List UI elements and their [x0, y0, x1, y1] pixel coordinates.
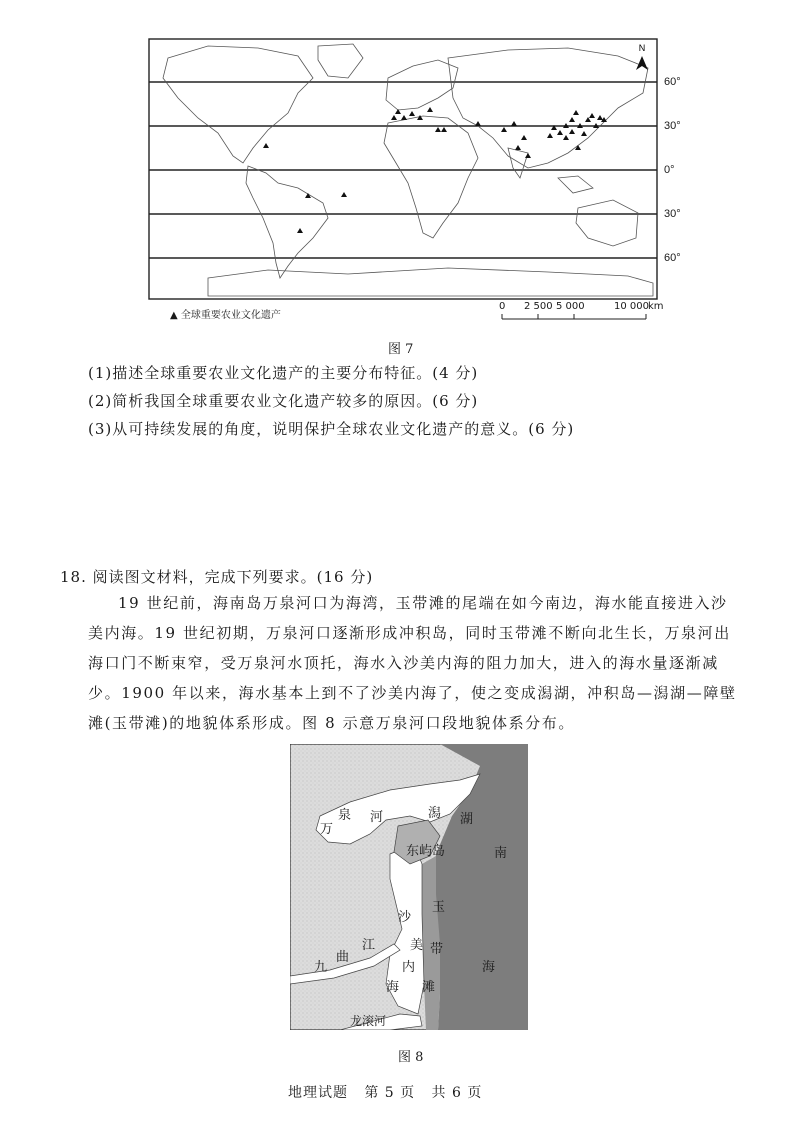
- question-3: (3)从可持续发展的角度，说明保护全球农业文化遗产的意义。(6 分): [88, 420, 575, 438]
- label-qu: 曲: [336, 950, 350, 965]
- label-hai-inner: 海: [386, 980, 400, 995]
- label-yu: 玉: [432, 900, 446, 915]
- label-mei: 美: [410, 938, 424, 953]
- label-longgun-river: 龙滚河: [350, 1014, 387, 1028]
- scale-tick-5000: 5 000: [556, 301, 585, 312]
- scale-unit: km: [648, 301, 664, 312]
- label-xie: 潟: [428, 806, 442, 821]
- label-nei: 内: [402, 960, 416, 975]
- figure-8-caption: 图 8: [398, 1050, 424, 1065]
- lat-label-30n: 30°: [664, 120, 681, 132]
- label-wan: 万: [320, 822, 334, 837]
- label-jiu: 九: [314, 960, 328, 975]
- label-nan: 南: [494, 846, 508, 861]
- label-sha: 沙: [398, 910, 412, 925]
- q18-text-line-1: 19 世纪前，海南岛万泉河口为海湾，玉带滩的尾端在如今南边，海水能直接进入沙: [118, 594, 728, 612]
- label-hai: 海: [482, 960, 496, 975]
- lat-label-60s: 60°: [664, 252, 681, 264]
- label-quan: 泉: [338, 808, 352, 823]
- scale-tick-10000: 10 000: [614, 301, 649, 312]
- label-jiang: 江: [362, 938, 376, 953]
- label-dongyu-island: 东屿岛: [406, 844, 446, 859]
- lat-label-30s: 30°: [664, 208, 681, 220]
- q18-text-line-2: 美内海。19 世纪初期，万泉河口逐渐形成冲积岛，同时玉带滩不断向北生长，万泉河出: [88, 624, 731, 642]
- label-hu: 湖: [460, 812, 474, 827]
- question-2: (2)简析我国全球重要农业文化遗产较多的原因。(6 分): [88, 392, 479, 410]
- figure-7-caption: 图 7: [388, 342, 414, 357]
- label-he: 河: [370, 810, 384, 825]
- page-footer: 地理试题 第 5 页 共 6 页: [288, 1085, 483, 1101]
- q18-text-line-3: 海口门不断束窄，受万泉河水顶托，海水入沙美内海的阻力加大，进入的海水量逐渐减: [88, 654, 719, 672]
- question-18-title: 18. 阅读图文材料，完成下列要求。(16 分): [60, 568, 374, 586]
- estuary-map-figure-8: [290, 744, 528, 1030]
- question-1: (1)描述全球重要农业文化遗产的主要分布特征。(4 分): [88, 364, 479, 382]
- lat-label-60n: 60°: [664, 76, 681, 88]
- scale-tick-0: 0: [499, 301, 506, 312]
- north-label: N: [638, 43, 646, 53]
- scale-tick-2500: 2 500: [524, 301, 553, 312]
- q18-text-line-4: 少。1900 年以来，海水基本上到不了沙美内海了，使之变成潟湖，冲积岛—潟湖—障壁: [88, 684, 737, 702]
- q18-text-line-5: 滩(玉带滩)的地貌体系形成。图 8 示意万泉河口段地貌体系分布。: [88, 714, 575, 732]
- label-tan: 滩: [422, 980, 436, 995]
- lat-label-equator: 0°: [664, 164, 675, 176]
- map-legend: ▲ 全球重要农业文化遗产: [170, 310, 281, 321]
- world-map-figure-7: [148, 38, 658, 300]
- scale-bar: [500, 313, 648, 321]
- label-dai: 带: [430, 942, 444, 957]
